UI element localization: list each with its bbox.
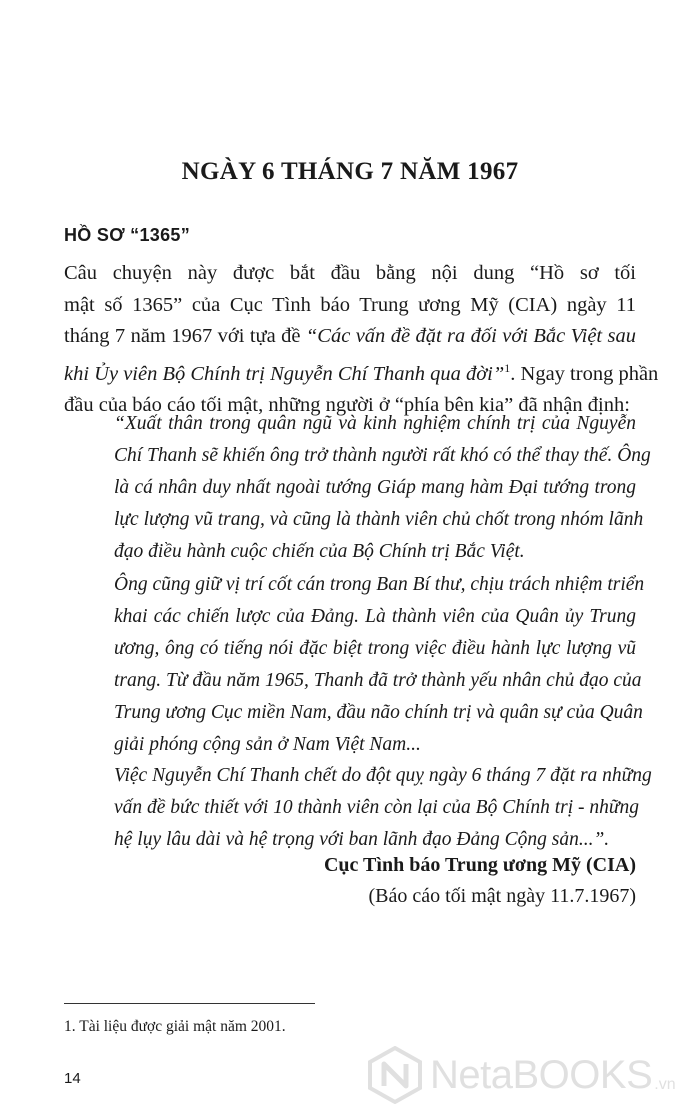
text-line: mật số 1365” của Cục Tình báo Trung ương Mỹ (CIA) ngày 11: [64, 293, 636, 316]
page-number: 14: [64, 1070, 81, 1087]
signature-name: Cục Tình báo Trung ương Mỹ (CIA): [323, 854, 636, 876]
quote-line: trang. Từ đầu năm 1965, Thanh đã trở thành yếu nhân chủ đạo của: [114, 670, 642, 691]
quote-paragraph-2: [114, 569, 645, 761]
quote-line: ương, ông có tiếng nói đặc biệt trong việc điều hành lực lượng vũ: [114, 638, 636, 659]
watermark-suffix: .vn: [654, 1076, 676, 1093]
quote-line: lực lượng vũ trang, và cũng là thành viên chủ chốt trong nhóm lãnh: [114, 509, 644, 530]
quote-paragraph-1: [114, 408, 651, 568]
footnote-divider: [64, 1003, 315, 1004]
signature-note: (Báo cáo tối mật ngày 11.7.1967): [368, 885, 636, 907]
report-title-italic: khi Ủy viên Bộ Chính trị Nguyễn Chí Thanh qua đời”: [64, 362, 505, 385]
text-line: [64, 353, 659, 390]
watermark: [366, 1046, 696, 1104]
quote-paragraph-3: [114, 760, 652, 856]
quote-line: hệ lụy lâu dài và hệ trọng với ban lãnh đạo Đảng Cộng sản...”.: [114, 829, 610, 850]
quote-line: Chí Thanh sẽ khiến ông trở thành người rất khó có thể thay thế. Ông: [114, 445, 651, 466]
quote-line: “Xuất thân trong quân ngũ và kinh nghiệm chính trị của Nguyễn: [114, 413, 636, 434]
text-line: đầu của báo cáo tối mật, những người ở “phía bên kia” đã nhận định:: [64, 394, 630, 417]
section-heading: HỒ SƠ “1365”: [64, 225, 191, 245]
quote-line: đạo điều hành cuộc chiến của Bộ Chính trị Bắc Việt.: [114, 541, 525, 562]
text-line: [64, 321, 636, 353]
intro-paragraph: [64, 258, 659, 422]
text-run: . Ngay trong phần: [510, 362, 659, 385]
quote-line: giải phóng cộng sản ở Nam Việt Nam...: [114, 734, 421, 755]
quote-line: là cá nhân duy nhất ngoài tướng Giáp mang hàm Đại tướng trong: [114, 477, 636, 498]
quote-line: vấn đề bức thiết với 10 thành viên còn lại của Bộ Chính trị - những: [114, 797, 640, 818]
watermark-text: NetaBOOKS: [430, 1052, 653, 1097]
footnote-mark: 1: [504, 360, 511, 375]
quote-line: khai các chiến lược của Đảng. Là thành viên của Quân ủy Trung: [114, 606, 636, 627]
quote-line: Việc Nguyễn Chí Thanh chết do đột quỵ ngày 6 tháng 7 đặt ra những: [114, 765, 652, 786]
text-run: tháng 7 năm 1967 với tựa đề: [64, 325, 306, 348]
chapter-title: NGÀY 6 THÁNG 7 NĂM 1967: [181, 158, 519, 185]
footnote: 1. Tài liệu được giải mật năm 2001.: [64, 1018, 286, 1035]
quote-line: Ông cũng giữ vị trí cốt cán trong Ban Bí thư, chịu trách nhiệm triển: [114, 574, 645, 595]
report-title-italic: “Các vấn đề đặt ra đối với Bắc Việt sau: [305, 325, 636, 348]
brand-logo-icon: [366, 1046, 424, 1104]
quote-line: Trung ương Cục miền Nam, đầu não chính trị và quân sự của Quân: [114, 702, 643, 723]
text-line: Câu chuyện này được bắt đầu bằng nội dung “Hồ sơ tối: [64, 262, 636, 284]
